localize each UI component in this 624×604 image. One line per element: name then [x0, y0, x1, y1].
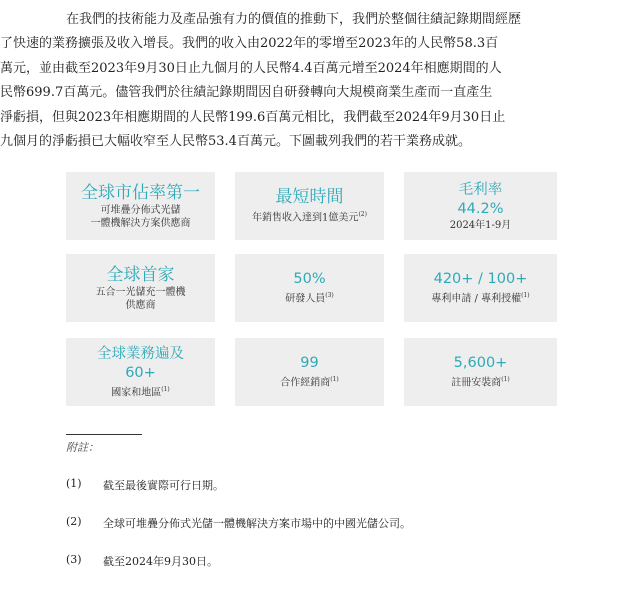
- note-number: (1): [66, 477, 82, 490]
- card-value: 50%: [293, 271, 326, 288]
- note-text: 截至最後實際可行日期。: [103, 479, 224, 492]
- note-number: (3): [66, 553, 82, 566]
- card-title: 全球業務遍及: [97, 345, 184, 362]
- card-subtitle: 合作經銷商$^{(1)}$: [280, 376, 339, 389]
- card-value: 420+ / 100+: [433, 271, 528, 288]
- footnote-ref: (1): [521, 292, 530, 300]
- card-subtitle: 國家和地區$^{(1)}$: [111, 385, 170, 399]
- note-text: 截至2024年9月30日。: [103, 555, 218, 568]
- card-title: 全球市佔率第一: [81, 182, 200, 203]
- card-line: 供應商: [125, 299, 156, 311]
- card-installers: [404, 338, 557, 406]
- card-shortest-time: [235, 172, 384, 240]
- note-text: 全球可堆疊分佈式光儲一體機解決方案市場中的中國光儲公司。: [103, 517, 411, 530]
- card-market-share: [66, 172, 215, 240]
- card-value: 99: [300, 355, 319, 372]
- card-rd-staff: [235, 254, 384, 322]
- paragraph-line: 民幣699.7百萬元。儘管我們於往績記錄期間因自研發轉向大規模商業生產而一直產生: [0, 85, 493, 101]
- footnote-ref: (3): [325, 292, 334, 300]
- paragraph-line: 九個月的淨虧損已大幅收窄至人民幣53.4百萬元。下圖載列我們的若干業務成就。: [0, 134, 471, 150]
- card-line: 可堆疊分佈式光儲: [100, 204, 181, 216]
- card-global-reach: [66, 338, 215, 406]
- card-value: 5,600+: [453, 355, 508, 372]
- card-subtitle: 年銷售收入達到1億美元$^{(2)}$: [252, 211, 367, 224]
- footnote-ref: (1): [330, 376, 339, 384]
- paragraph-line: 在我們的技術能力及產品強有力的價值的推動下，我們於整個往績記錄期間經歷: [66, 12, 522, 27]
- card-first-global: [66, 254, 215, 322]
- card-gross-margin: [404, 172, 557, 240]
- notes-heading: 附註：: [66, 441, 99, 454]
- card-value: 60+: [125, 364, 156, 381]
- card-subtitle: 研發人員$^{(3)}$: [285, 292, 334, 305]
- paragraph-line: 淨虧損，但與2023年相應期間的人民幣199.6百萬元相比，我們截至2024年9月30日止: [0, 109, 506, 125]
- card-distributors: [235, 338, 384, 406]
- card-line: 一體機解決方案供應商: [90, 217, 191, 229]
- card-line: 五合一光儲充一體機: [95, 286, 186, 298]
- card-value: 44.2%: [457, 200, 504, 217]
- intro-paragraph: [0, 8, 608, 154]
- notes-divider: [66, 434, 142, 435]
- paragraph-line: 萬元，並由截至2023年9月30日止九個月的人民幣4.4百萬元增至2024年相應期間的人: [0, 60, 502, 76]
- footnote-ref: (1): [161, 385, 170, 393]
- card-subtitle: 2024年1-9月: [449, 219, 512, 231]
- card-subtitle: 專利申請 / 專利授權$^{(1)}$: [431, 292, 530, 305]
- card-patents: [404, 254, 557, 322]
- card-title: 最短時間: [275, 187, 344, 208]
- footnote-ref: (2): [358, 211, 367, 219]
- footnote-ref: (1): [501, 376, 510, 384]
- card-label: 毛利率: [458, 181, 503, 198]
- card-subtitle: 註冊安裝商$^{(1)}$: [451, 376, 510, 389]
- note-number: (2): [66, 515, 82, 528]
- card-title: 全球首家: [106, 264, 175, 285]
- paragraph-line: 了快速的業務擴張及收入增長。我們的收入由2022年的零增至2023年的人民幣58.3百: [0, 36, 499, 52]
